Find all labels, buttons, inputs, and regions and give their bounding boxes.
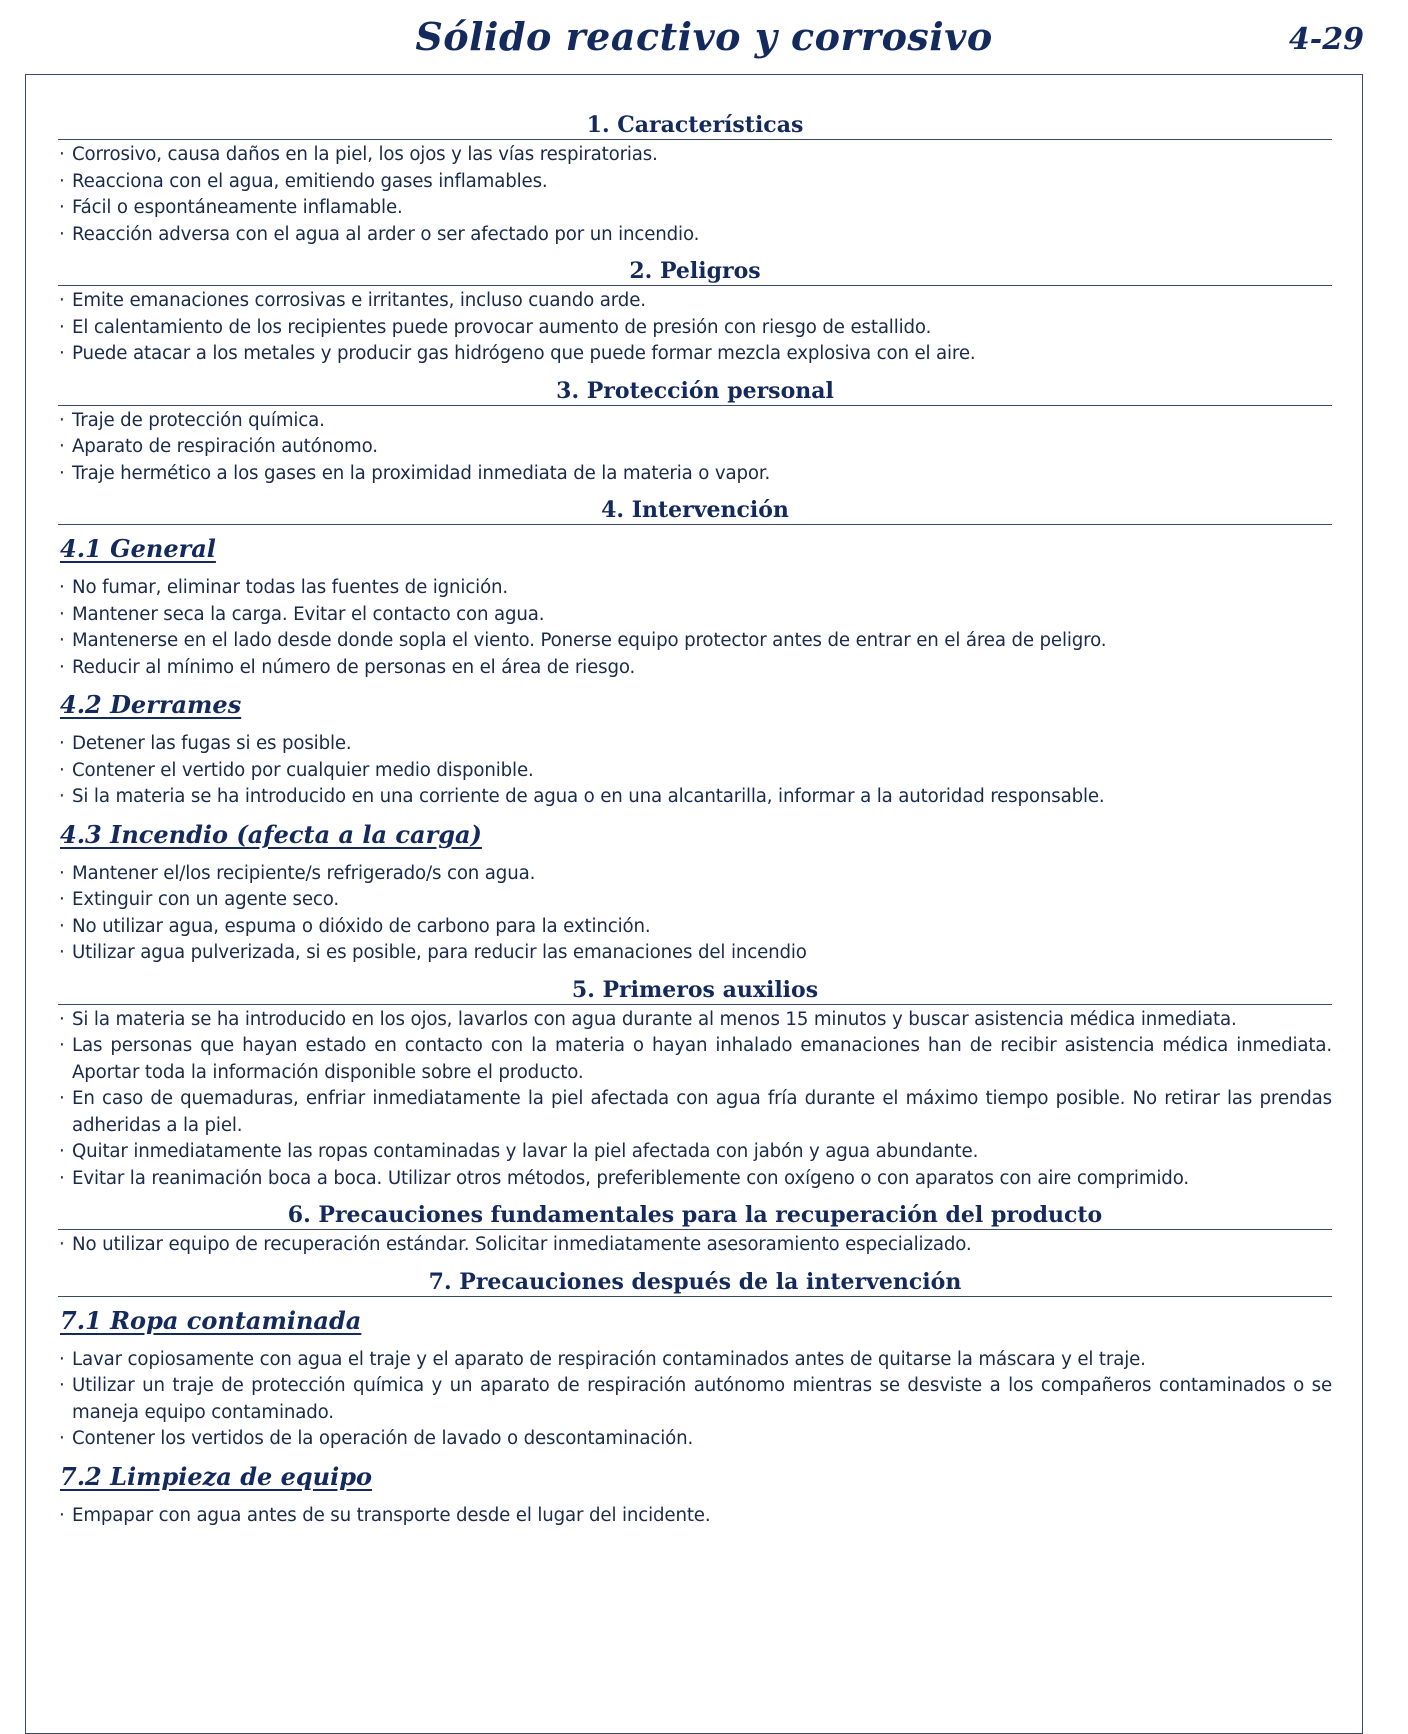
bullet-list — [58, 408, 1332, 488]
list-item: · Detener las fugas si es posible. — [58, 731, 1332, 758]
section-heading: 2. Peligros — [58, 254, 1332, 286]
list-item: · El calentamiento de los recipientes puede provocar aumento de presión con riesgo de estallido. — [58, 315, 1332, 342]
list-item: · No utilizar agua, espuma o dióxido de carbono para la extinción. — [58, 914, 1332, 941]
list-item: · Contener el vertido por cualquier medio disponible. — [58, 758, 1332, 785]
list-item: · Extinguir con un agente seco. — [58, 887, 1332, 914]
list-item: · Reducir al mínimo el número de personas en el área de riesgo. — [58, 655, 1332, 682]
list-item: · Utilizar un traje de protección química y un aparato de respiración autónomo mientras se desviste a los compañeros contaminados o se maneja equipo contaminado. — [58, 1373, 1332, 1426]
list-item: · Mantener el/los recipiente/s refrigerado/s con agua. — [58, 861, 1332, 888]
section — [58, 374, 1332, 488]
bullet-list — [58, 1232, 1332, 1259]
subsection-heading: 4.2 Derrames — [60, 690, 242, 719]
bullet-list — [58, 1007, 1332, 1193]
section-heading: 1. Características — [58, 108, 1332, 140]
section-heading: 3. Protección personal — [58, 374, 1332, 406]
subsection-heading: 7.2 Limpieza de equipo — [60, 1461, 373, 1491]
list-item: · Aparato de respiración autónomo. — [58, 434, 1332, 461]
section — [58, 254, 1332, 368]
list-item: · No fumar, eliminar todas las fuentes de ignición. — [58, 575, 1332, 602]
subsection-heading: 7.1 Ropa contaminada — [60, 1305, 362, 1335]
list-item: · Las personas que hayan estado en contacto con la materia o hayan inhalado emanaciones han de recibir asistencia médica inmediata. Aportar toda la información disponible sobre el producto. — [58, 1033, 1332, 1086]
page-title: Sólido reactivo y corrosivo — [415, 14, 993, 59]
list-item: · En caso de quemaduras, enfriar inmediatamente la piel afectada con agua fría durante el máximo tiempo posible. No retirar las prendas adheridas a la piel. — [58, 1086, 1332, 1139]
list-item: · Empapar con agua antes de su transporte desde el lugar del incidente. — [58, 1503, 1332, 1530]
bullet-list — [58, 142, 1332, 248]
section — [58, 493, 1332, 967]
list-item: · Lavar copiosamente con agua el traje y el aparato de respiración contaminados antes de quitarse la máscara y el traje. — [58, 1347, 1332, 1374]
list-item: · Corrosivo, causa daños en la piel, los ojos y las vías respiratorias. — [58, 142, 1332, 169]
section-heading: 5. Primeros auxilios — [58, 973, 1332, 1005]
list-item: · Si la materia se ha introducido en los ojos, lavarlos con agua durante al menos 15 minutos y buscar asistencia médica inmediata. — [58, 1007, 1332, 1034]
section-heading: 4. Intervención — [58, 493, 1332, 525]
section — [58, 108, 1332, 248]
list-item: · Utilizar agua pulverizada, si es posible, para reducir las emanaciones del incendio — [58, 940, 1332, 967]
list-item: · Emite emanaciones corrosivas e irritantes, incluso cuando arde. — [58, 288, 1332, 315]
bullet-list — [58, 575, 1332, 681]
list-item: · Puede atacar a los metales y producir gas hidrógeno que puede formar mezcla explosiva con el aire. — [58, 341, 1332, 368]
section-heading: 7. Precauciones después de la intervención — [58, 1265, 1332, 1297]
list-item: · Contener los vertidos de la operación de lavado o descontaminación. — [58, 1426, 1332, 1453]
list-item: · Mantener seca la carga. Evitar el contacto con agua. — [58, 602, 1332, 629]
section — [58, 973, 1332, 1193]
section — [58, 1265, 1332, 1530]
list-item: · Traje hermético a los gases en la proximidad inmediata de la materia o vapor. — [58, 461, 1332, 488]
bullet-list — [58, 1503, 1332, 1530]
section — [58, 1198, 1332, 1259]
subsection-heading: 4.1 General — [60, 534, 216, 563]
page-number: 4-29 — [1288, 22, 1364, 57]
bullet-list — [58, 731, 1332, 811]
document-body — [58, 108, 1332, 1535]
bullet-list — [58, 288, 1332, 368]
bullet-list — [58, 861, 1332, 967]
list-item: · No utilizar equipo de recuperación estándar. Solicitar inmediatamente asesoramiento especializado. — [58, 1232, 1332, 1259]
section-heading: 6. Precauciones fundamentales para la recuperación del producto — [58, 1198, 1332, 1230]
list-item: · Traje de protección química. — [58, 408, 1332, 435]
list-item: · Mantenerse en el lado desde donde sopla el viento. Ponerse equipo protector antes de entrar en el área de peligro. — [58, 628, 1332, 655]
list-item: · Fácil o espontáneamente inflamable. — [58, 195, 1332, 222]
list-item: · Si la materia se ha introducido en una corriente de agua o en una alcantarilla, informar a la autoridad responsable. — [58, 784, 1332, 811]
bullet-list — [58, 1347, 1332, 1453]
list-item: · Reacción adversa con el agua al arder o ser afectado por un incendio. — [58, 222, 1332, 249]
list-item: · Quitar inmediatamente las ropas contaminadas y lavar la piel afectada con jabón y agua abundante. — [58, 1139, 1332, 1166]
list-item: · Evitar la reanimación boca a boca. Utilizar otros métodos, preferiblemente con oxígeno o con aparatos con aire comprimido. — [58, 1166, 1332, 1193]
page-header — [0, 0, 1408, 70]
list-item: · Reacciona con el agua, emitiendo gases inflamables. — [58, 169, 1332, 196]
subsection-heading: 4.3 Incendio (afecta a la carga) — [60, 819, 482, 849]
